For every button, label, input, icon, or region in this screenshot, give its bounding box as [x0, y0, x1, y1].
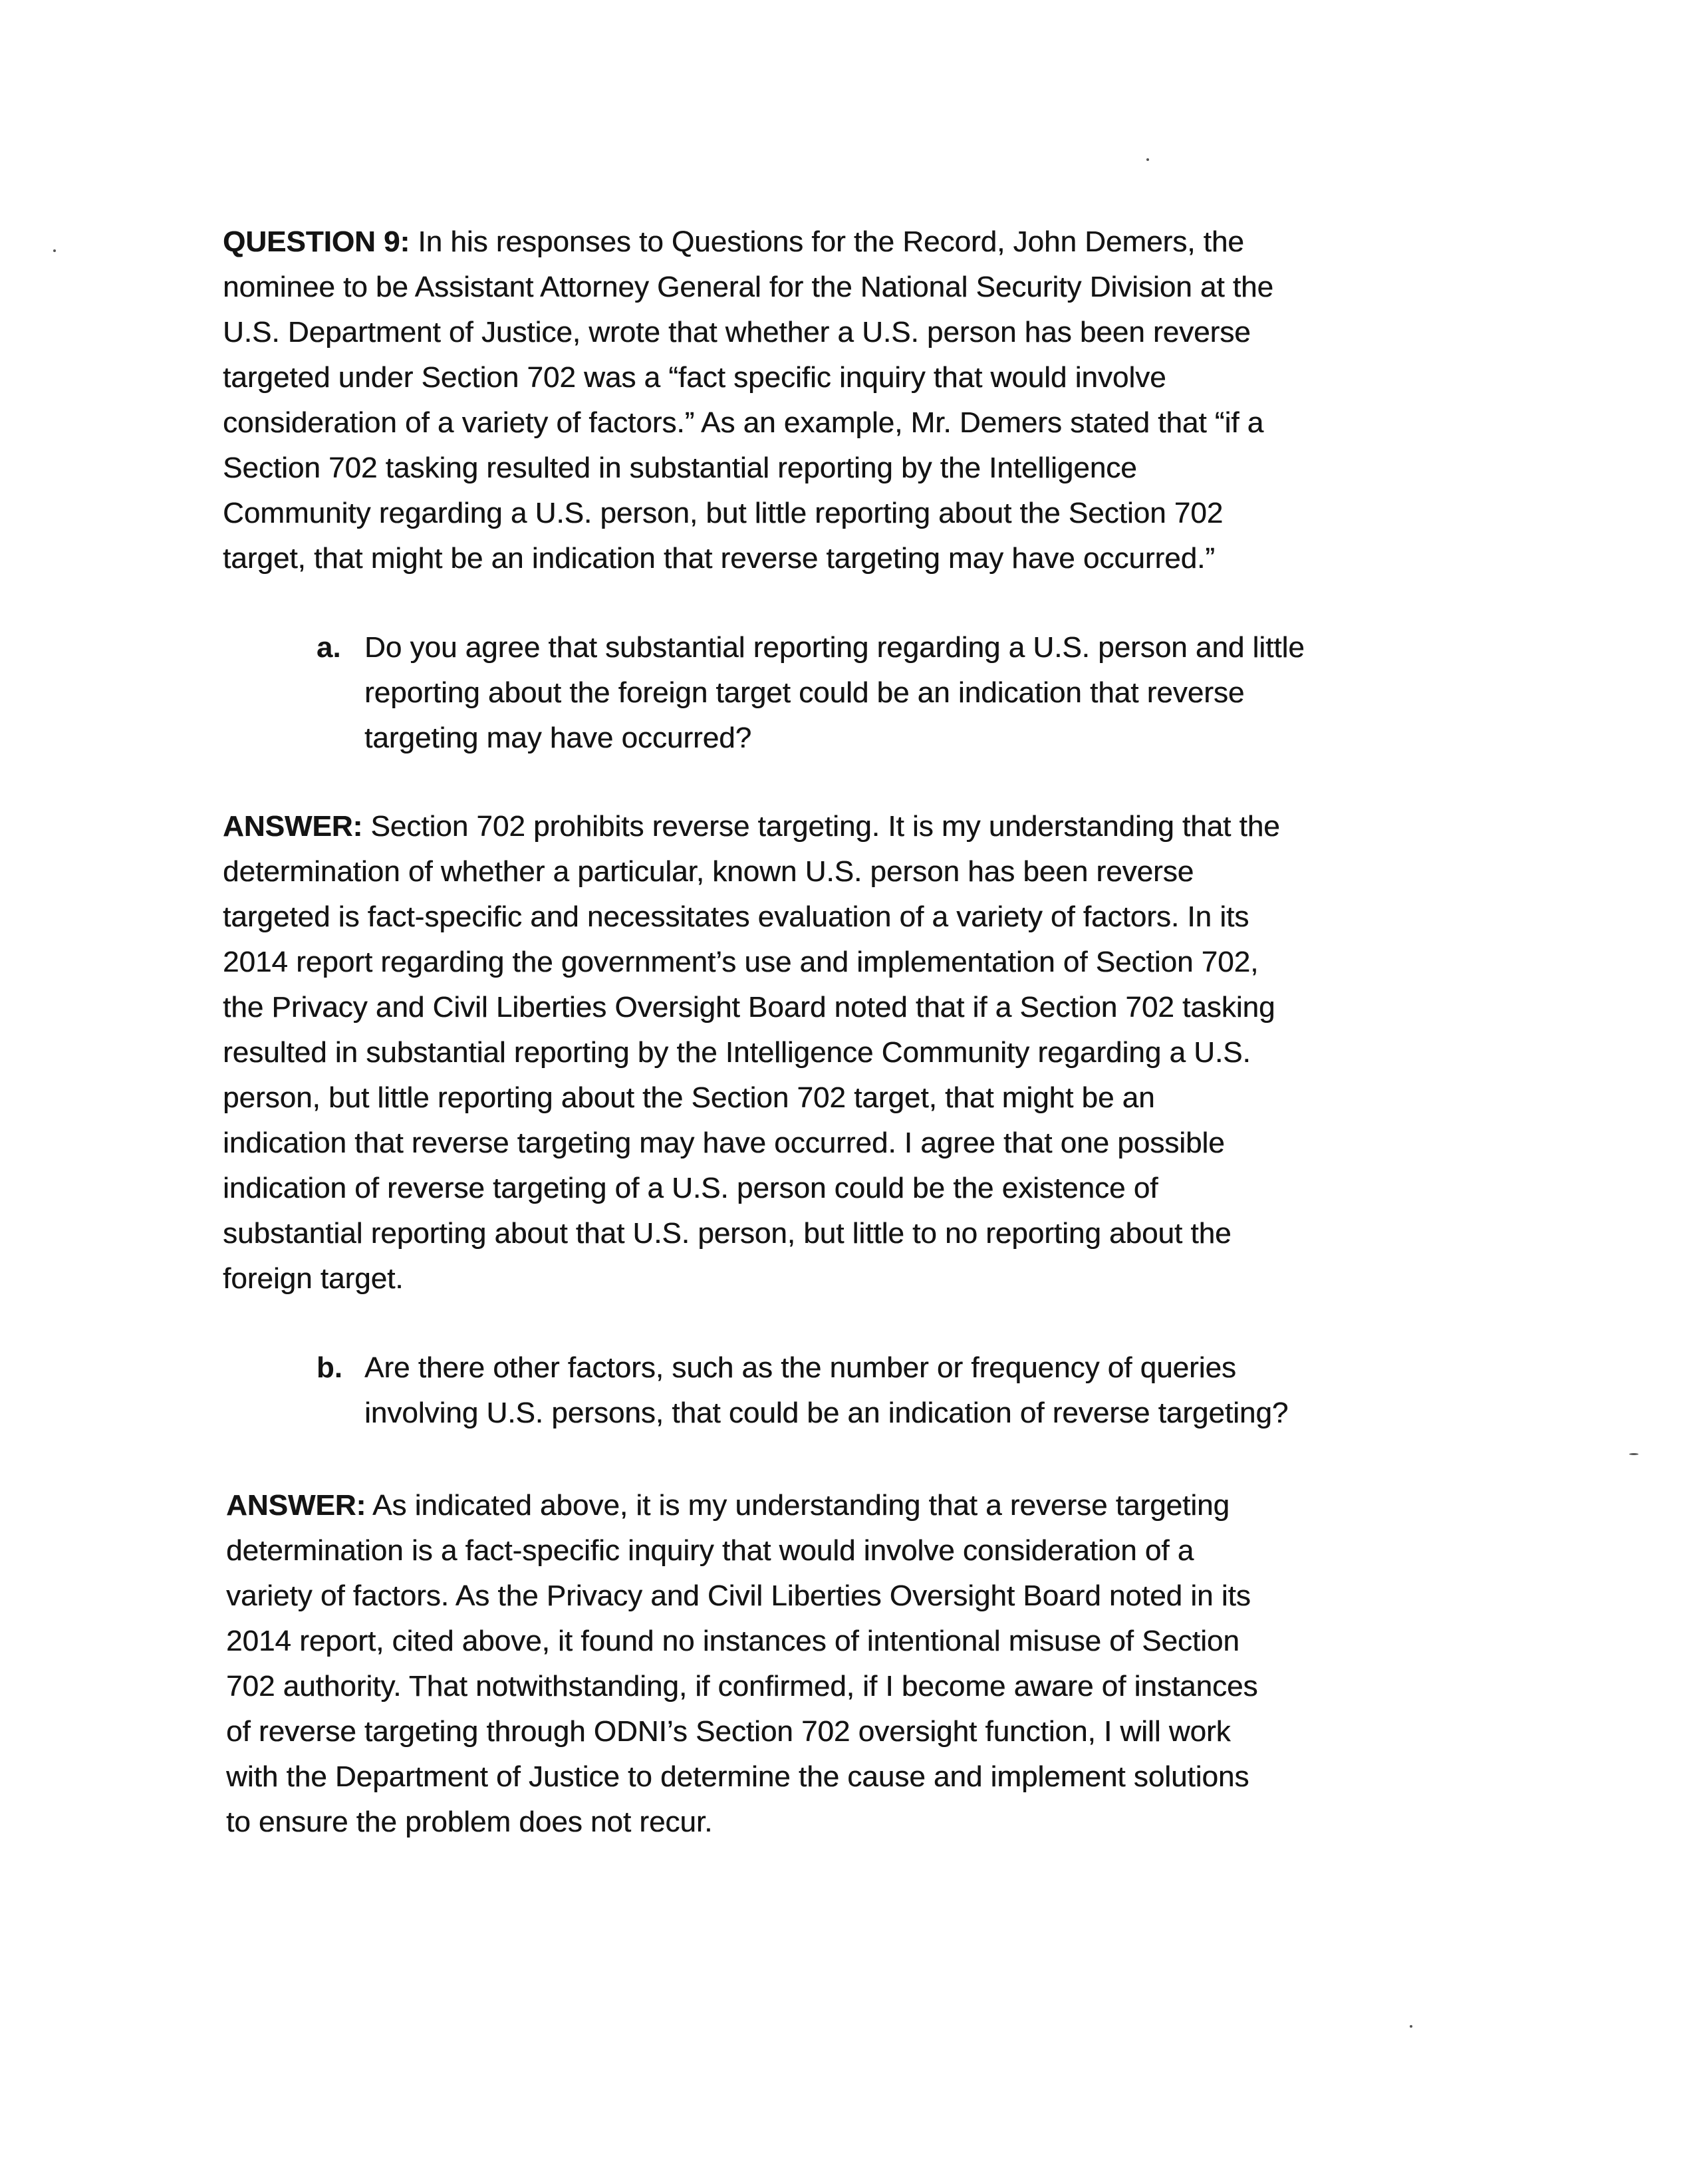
answer-a: [223, 804, 1280, 1301]
question-line: targeted under Section 702 was a “fact specific inquiry that would involve: [223, 361, 1166, 394]
scan-speck: [1410, 2025, 1412, 2028]
question-line: U.S. Department of Justice, wrote that whether a U.S. person has been reverse: [223, 316, 1251, 348]
question-line: consideration of a variety of factors.” As an example, Mr. Demers stated that “if a: [223, 406, 1264, 439]
answer-line: variety of factors. As the Privacy and Civil Liberties Oversight Board noted in its: [226, 1579, 1251, 1612]
question-text: In his responses to Questions for the Record, John Demers, the: [410, 225, 1244, 258]
answer-line: determination is a fact-specific inquiry that would involve consideration of a: [226, 1534, 1194, 1567]
question-line: target, that might be an indication that reverse targeting may have occurred.”: [223, 542, 1215, 575]
answer-line: 2014 report, cited above, it found no instances of intentional misuse of Section: [226, 1625, 1239, 1657]
answer-line: the Privacy and Civil Liberties Oversight Board noted that if a Section 702 tasking: [223, 991, 1275, 1024]
answer-line: to ensure the problem does not recur.: [226, 1806, 713, 1838]
sub-question-b: [317, 1345, 1288, 1436]
sub-question-line: Are there other factors, such as the number or frequency of queries: [364, 1351, 1236, 1384]
answer-line: 702 authority. That notwithstanding, if confirmed, if I become aware of instances: [226, 1670, 1258, 1703]
scan-speck: [1146, 158, 1149, 161]
question-line: Section 702 tasking resulted in substantial reporting by the Intelligence: [223, 452, 1137, 484]
sub-question-a: [317, 625, 1305, 761]
answer-line: 2014 report regarding the government’s use and implementation of Section 702,: [223, 946, 1259, 978]
answer-line: substantial reporting about that U.S. person, but little to no reporting about the: [223, 1217, 1232, 1250]
question-label: QUESTION 9:: [223, 225, 410, 258]
answer-line: of reverse targeting through ODNI’s Section 702 oversight function, I will work: [226, 1715, 1231, 1748]
answer-line: foreign target.: [223, 1262, 404, 1295]
answer-line: indication of reverse targeting of a U.S. person could be the existence of: [223, 1172, 1158, 1204]
answer-b: [226, 1483, 1257, 1845]
question-line: Community regarding a U.S. person, but little reporting about the Section 702: [223, 497, 1224, 529]
answer-line: indication that reverse targeting may have occurred. I agree that one possible: [223, 1127, 1225, 1159]
answer-text: As indicated above, it is my understanding that a reverse targeting: [366, 1489, 1230, 1522]
question-9: [223, 219, 1273, 581]
answer-line: resulted in substantial reporting by the Intelligence Community regarding a U.S.: [223, 1036, 1251, 1069]
answer-label: ANSWER:: [226, 1489, 366, 1522]
sub-question-line: Do you agree that substantial reporting regarding a U.S. person and little: [364, 631, 1305, 664]
sub-question-line: involving U.S. persons, that could be an indication of reverse targeting?: [364, 1397, 1289, 1429]
answer-line: targeted is fact-specific and necessitates evaluation of a variety of factors. In its: [223, 900, 1249, 933]
sub-question-line: targeting may have occurred?: [364, 722, 752, 754]
question-line: [223, 219, 1273, 265]
sub-question-line: reporting about the foreign target could be an indication that reverse: [364, 676, 1245, 709]
sub-question-marker: b.: [317, 1351, 343, 1384]
question-line: nominee to be Assistant Attorney General for the National Security Division at the: [223, 271, 1273, 303]
sub-question-marker: a.: [317, 631, 341, 664]
answer-line: [223, 804, 1280, 849]
answer-line: with the Department of Justice to determine the cause and implement solutions: [226, 1760, 1249, 1793]
scan-speck: [1629, 1453, 1638, 1455]
scan-speck: [53, 249, 56, 252]
answer-label: ANSWER:: [223, 810, 363, 843]
answer-line: [226, 1483, 1257, 1528]
answer-text: Section 702 prohibits reverse targeting. It is my understanding that the: [362, 810, 1280, 843]
answer-line: determination of whether a particular, known U.S. person has been reverse: [223, 855, 1194, 888]
answer-line: person, but little reporting about the Section 702 target, that might be an: [223, 1081, 1155, 1114]
